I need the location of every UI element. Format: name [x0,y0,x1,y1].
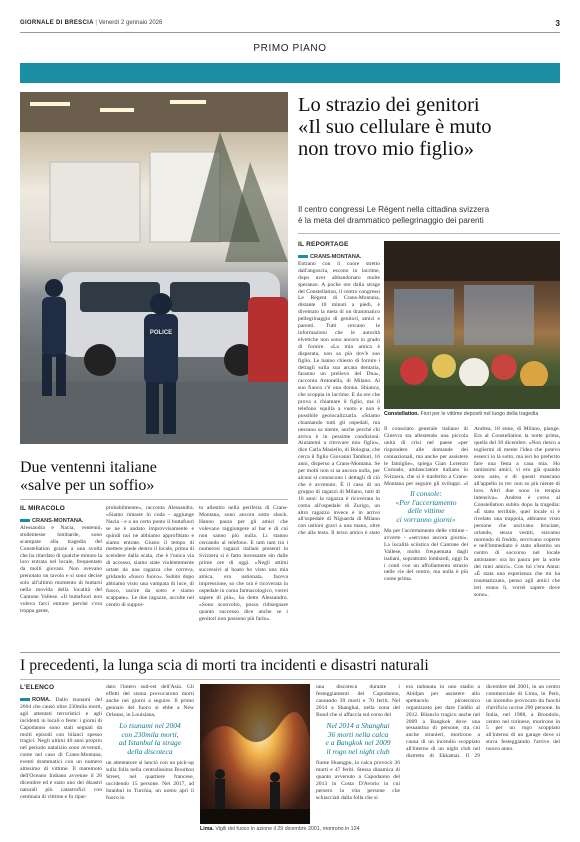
section-separator [20,652,560,653]
lima-photo-caption: Lima. Vigili del fuoco in azione il 29 dicembre 2001, morirono in 124 [200,826,360,832]
memorial-photo-caption: Constellation. Fiori per le vittime depositi nel luogo della tragedia [384,411,539,417]
main-headline-line: «Il suo cellulare è muto [298,116,492,138]
bullet-mark [298,255,308,258]
main-headline-line: Lo strazio dei genitori [298,94,480,116]
police-label: POLICE [149,330,173,336]
kicker-reportage: IL REPORTAGE [298,241,349,248]
masthead-rule [20,32,560,33]
reportage-col2b [384,528,468,648]
pull-quote-console: Il console: «Per l'accertamento delle vittime ci vorranno giorni» [395,489,457,524]
reportage-col3 [474,426,560,648]
section-accent-bar [20,63,560,83]
second-headline-rule [20,499,288,500]
memorial-photo [384,241,560,409]
scene-drawing [20,92,288,444]
main-subhead: Il centro congressi Le Régent nella cittadina svizzera è la meta del drammatico pellegrinaggio dei parenti [298,205,490,225]
body-text: Ma per l'accertamento delle vittime - avverte - «servono ancora giorni». La località sciistica del Cantone del Vallese, molto frequentata dagli italiani, soprattutto lombardi, oggi fa i conti con un affollamento strazio nelle vie del centro, ma nulla è più come prima. [384,528,468,583]
kicker-elenco: L'ELENCO [20,684,55,691]
pull-quote-tsunami: Lo tsunami nel 2004 con 230mila morti, ad Istanbul la strage della discoteca [118,721,182,756]
main-headline-line: non trovo mio figlio» [298,138,474,160]
section-title: PRIMO PIANO [253,43,327,54]
bottom-col2: dato l'intero sud-est dell'Asia. Gli effetti del sisma provocarono morti anche nei giorni a seguire. Il primo gennaio del fuoco si ebbe a New Orleans, in Louisiana, [106,684,194,718]
page-number: 3 [555,19,560,28]
reportage-col1 [298,254,380,536]
bottom-col4: era radunata in uno stadio a Abidjan per assistere allo spettacolo pirotecnico organizzato per dare l'addio al 2012. Bilancio tragico anche nel 2009 a Bangkok dove una sessantina di persone, tra cui anche stranieri, morirono a causa di un incendio scoppiato all'interno di un night club nel distretto di Ekkamai. Il 29 dicembre del 2001, in un centro commerciale di Lima, in Perù, un incendio provocato da fuochi d'artificio uccise 290 persone. In Italia, nel 1988, a Brondolo, centro nel torinese, morirono in 5 per un rogo scoppiato all'interno di un garage dove si stava festeggiando l'arrivo del nuovo anno. [406,684,560,760]
body-text: Il consolato generale italiano di Ginevra sta allestendo una piccola unità di crisi nel paese «per rispondere alle domande dei connazionali, ma anche per assistere le famiglie», spiega Gian Lorenzo Cornado, ambasciatore italiano in Svizzera, che si è trasferito a Crans-Montana per seguire gli sviluppi. «I [384,426,468,486]
kicker-miracolo: IL MIRACOLO [20,505,66,512]
body-text: Entrano con il cuore stretto dall'angoscia, escono in lacrime, dopo aver abbandonato molte speranze. A poche ore dalla strage del Constellation, il centro congressi Le Régent di Crans-Montana, distante 10 minuti a piedi, è diventato la meta di un drammatico pellegrinaggio di genitori, amici e parenti. Tutti cercano le informazioni che le autorità elvetiche non sono ancora in grado di fornire. «La mia amica è disperata, non sa più dov'è suo figlio. Le hanno chiesto di fornire i dettagli sulla sua arcata dentaria, faranno un prelievo del Dna», racconta Antonella, di Milano. Al suo fianco c'è una donna. Sbianca, che scoppia in lacrime. E da ore che prova a chiamare il figlio, ma il telefono squilla a vuoto e non è possibile geolocalizzarla. «Stiamo chiamando tutti gli ospedali, ma nessuno sa niente, anche perché chi arriva è in pessime condizioni. Aiutatemi a ritrovare mio figlio», dice Carla Masiello, di Bologna, che cerca il figlio Giovanni Tamburi, 16 anni, disperso a Crans-Montana. Se per molti non si sa ancora nulla, per alcuni si conoscono i dettagli di ciò che è avvenuto. È il caso di un gruppo di ragazzi di Milano, tutti di 16 anni: la ragazza è ricoverata in coma all'ospedale di Zurigo, un altro ragazzo invece è in arrivo all'ospedale di Niguarda di Milano con ustioni gravi a una mano, oltre che alla testa. Il terzo amico è stato [298,260,380,536]
second-col3: to allestito nella periferia di Crans-Montana, sono ancora sotto shock. Hanno paura per gli amici che volevano raggiungere al bar e di cui non sanno più nulla. Li stanno cercando al telefono. E tam tam tra i numerosi ragazzi italiani presenti in Svizzera si è fatto incessante sin dalle prime ore di oggi. «Negli attimi successivi al boato ho visto una mia amica, era ustionata, faceva impressione, so che ora è ricoverata in ospedale in coma farmacologico, vorrei sapere di più», ha detto Alessandro. «Sono sconvolto, posso ridisegnare quanto successo dice anche se i genitori non possono più farlo». [199,505,288,622]
main-subhead-rule [298,233,560,234]
dateline: CRANS-MONTANA. [310,254,362,260]
bottom-headline-rule [20,679,560,680]
bottom-col3b: fiume Huangpu, la calca provocò 36 morti e 47 feriti. Stessa dinamica di quanto avvenuto a Capodanno del 2013 in Costa D'Avorio in cui persero la vita persone che schiacciati dalla folla che si [316,760,400,801]
body-text: Andrea, 18 enne, di Milano, piange. Era al Constellation la notte prima, quella del 30 dicembre. «Non riesco a togliermi di mente l'idea che potevo esserci io là sotto, ma ieri ho preferito fare una festa a casa mia. Ho tantissimi amici, vi ero già quando sono nato, e di questi mancano all'appello in tre: non so più niente di loro. Altri due sono in terapia intensiva». Andrea è corso al Constellation subito dopo la tragedia: «È stato terribile, quel locale si è rivelato una trappola, abbiamo visto persone che uscivano bruciate, urlando, senza vestiti, stavamo morendo di freddo, servivano coperte e nell'immediato è stato allestito un centro di soccorso nel locale antistante: ora ho paura per la sorte dei miei amici». Con lui c'era Anna: «È stata una esperienza che mi ha traumatizzato, penso agli amici che ieri erano lì, vorrei sapere dove sono». [474,426,560,598]
masthead: GIORNALE DI BRESCIA | Venerdì 2 gennaio 2026 3 [20,19,560,28]
bottom-col2b: un attentatore si lanciò con un pick-up sulla folla nella centralissima Bourbon Street, nel quartiere francese, uccidendo 15 persone. Nel 2017, ad Istanbul in Turchia, un uomo aprì il fuoco in [106,760,194,801]
second-headline: Due ventenni italiane «salve per un soffio» [20,459,157,494]
bottom-headline: I precedenti, la lunga scia di morti tra incidenti e disastri naturali [20,657,429,674]
main-headline [298,94,560,160]
second-col2: probabilmente», racconta Alessandra. «Siamo rimaste in coda - aggiunge Nacia - e a un certo punto il buttafuori se ne è andato improvvisamente e quindi noi ne abbiamo approfittato e siamo entrate. Giusto il tempo di mettere piede dentro il locale, prima di scendere dalla scala, che è l'unica via di accesso, siamo state violentemente urtate da una ragazza che correva, gridando «fuoco fuoco». Subito dopo abbiamo visto una vampata di luce, di fuoco, uscire da sotto e siamo scappate». Le due ragazze, accolte nel centro di suppor- [106,505,194,608]
main-photo [20,92,288,444]
pull-quote-shanghai: Nel 2014 a Shanghai 36 morti nella calca e a Bangkok nel 2009 il rogo nel night club [325,721,391,756]
paper-name: GIORNALE DI BRESCIA [20,20,94,26]
bottom-col3: una discoteca durante i festeggiamenti del Capodanno, causando 39 morti e 70 feriti. Nel 2014 a Shanghai, nella zona del Bund che si affaccia sul corso del [316,684,400,718]
issue-date: Venerdì 2 gennaio 2026 [98,20,163,26]
bottom-col1: ROMA. Dallo tsunami del 2004 che causò oltre 230mila morti, agli attentati terroristici e agli incidenti in locali o feste: i giorni di Capodanno sono stati segnati da molti episodi con bilanci spesso tragici. Negli ultimi 40 anni proprio nel periodo natalizio sono avvenuti, come nel caso di Crans-Montana, eventi drammatici con un numero altissimo di vittime. Il maremoto dell'Oceano Indiano avvenne il 26 dicembre ed è stato uno dei disastri naturali più catastrofici con centinaia di vittime e fu ripar- [20,697,102,800]
second-col1: CRANS-MONTANA. Alessandra e Nacia, ventenni, studentesse lombarde, sono scampate alla tragedia del Constellation grazie a una svolta che ha ritardato di qualche minuto la loro entrata nel locale, frequentato da molti giovani. Non avevano prenotato un tavolo e si sono decise solo all'ultimo momento di buttarsi nella movida della località del Cantone Vallese. «Il buttafuori non voleva farci entrare perché c'era troppa gente, [20,518,102,614]
reportage-col2 [384,426,468,486]
lima-photo [200,684,310,824]
